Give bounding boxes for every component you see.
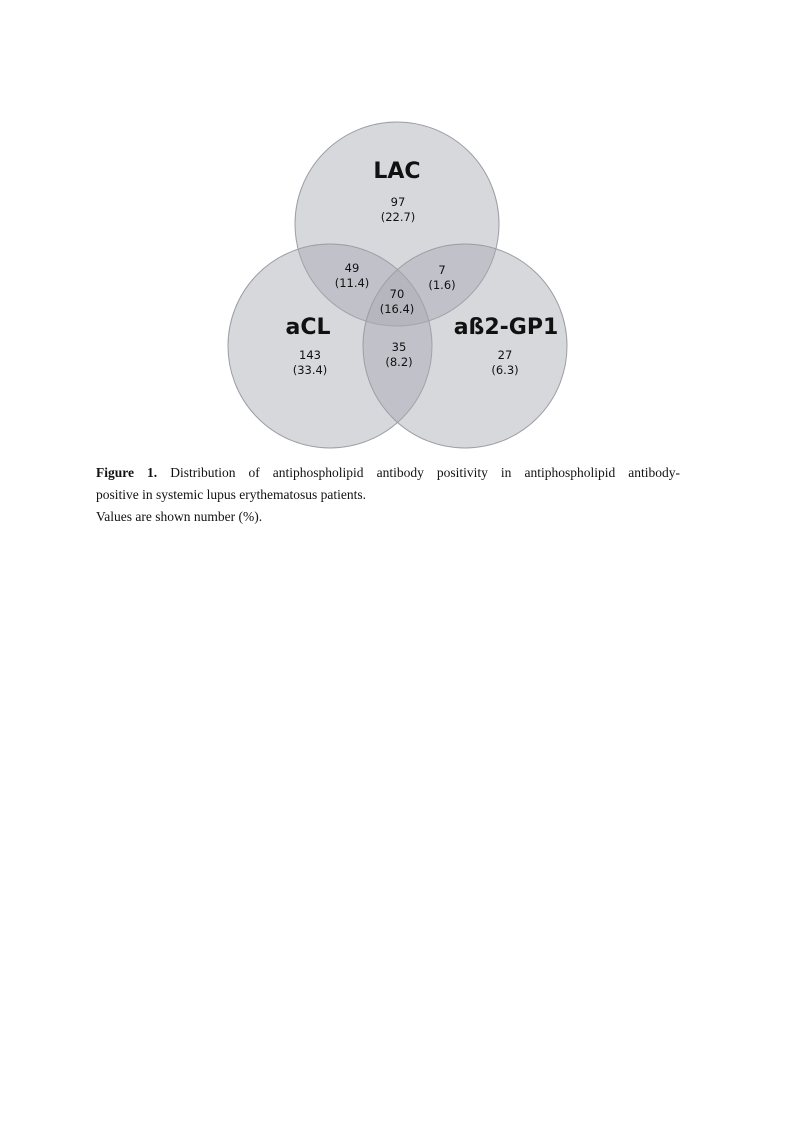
region-acl-only-count: 143 (299, 348, 321, 362)
region-lac-only-count: 97 (390, 195, 406, 209)
caption-note: Values are shown number (%). (96, 509, 263, 524)
region-all-three-count: 70 (389, 287, 405, 301)
region-lac-acl-pct: (11.4) (334, 276, 370, 290)
region-lac-ab2gp1-count: 7 (438, 263, 446, 277)
set-label-lac: LAC (373, 159, 421, 184)
region-lac-ab2gp1-pct: (1.6) (428, 278, 456, 292)
caption-label: Figure 1. (96, 465, 158, 480)
region-acl-ab2gp1-pct: (8.2) (385, 355, 413, 369)
region-all-three-pct: (16.4) (379, 302, 415, 316)
caption-text-line-2: positive in systemic lupus erythematosus patients. (96, 487, 366, 502)
region-acl-ab2gp1-count: 35 (391, 340, 407, 354)
region-ab2gp1-only-count: 27 (497, 348, 513, 362)
venn-diagram (0, 0, 793, 460)
set-label-ab2gp1: aß2-GP1 (453, 315, 559, 340)
region-lac-acl-count: 49 (344, 261, 360, 275)
region-lac-only-pct: (22.7) (380, 210, 416, 224)
region-acl-only-pct: (33.4) (292, 363, 328, 377)
caption-text-line-1: Distribution of antiphospholipid antibody positivity in antiphospholipid antibody- (170, 465, 680, 480)
set-label-acl: aCL (285, 315, 331, 340)
region-ab2gp1-only-pct: (6.3) (491, 363, 519, 377)
figure-caption (96, 462, 680, 528)
caption-line-1 (96, 462, 680, 484)
